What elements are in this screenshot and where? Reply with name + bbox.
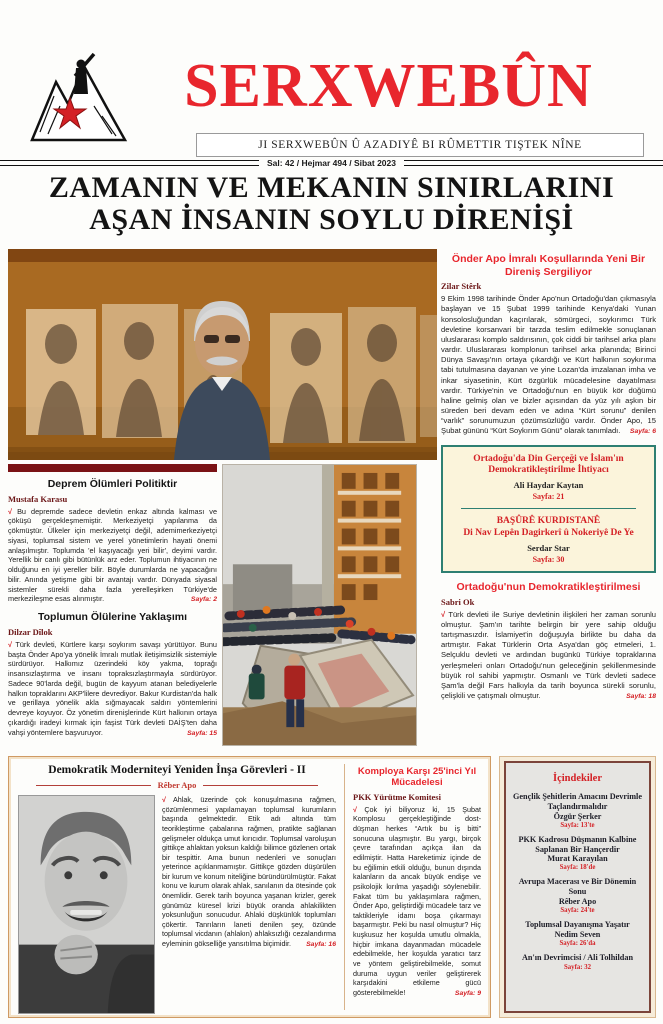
toc-title: İçindekiler [553,773,602,784]
toc-item-5-title: An'ın Devrimcisi / Ali Tolhildan [521,952,633,962]
dateline-text: Sal: 42 / Hejmar 494 / Sibat 2023 [267,158,396,168]
article-deprem-text: Bu depremde sadece devletin enkaz altında kalması ve çöküşü gerçekleşmemiştir. Merkeziyetçi yapılanma da çökmüştür. Ülkeler için merkeziyetçi değil, ademimerkeziyetçi siyasi, toplumsal sistem ve yerel yönetimlerin hayati önemi anlaşılmıştır. Toplumda 'el kaşıyacağı yeri bilir', deyimi vardır. Yerellik bir canlı gibi bütünlük arz eder. Toplumun ihtiyacının ne olduğunu en iyi yereller bilir. Böyle durumlarda ne yapacağını bilir. Anında yetişme gibi bir avantajı vardır. Dünyada siyasal sistemler sürekli daha fazla yerelleşirken Türkiye'de merkezileşme esas alınmıştır. [8,506,217,604]
dateline-rule-right [404,160,663,166]
table-of-contents-outer [499,756,656,1018]
author-rule-right [203,785,318,786]
toc-item-1-page: Sayfa: 13'te [560,821,595,829]
article-demokratik [18,764,336,1010]
toc-item-3-author: Rêber Apo [558,897,597,907]
article-deprem-title: Deprem Ölümleri Politiktir [47,478,178,490]
earthquake-photo-illustration [223,465,416,745]
toc-item-5 [510,953,645,971]
check-icon: √ [8,639,13,649]
toc-item-2-page: Sayfa: 18'de [559,864,596,872]
toc-item-2 [510,835,645,872]
masthead-tagline: JI SERXWEBÛN Û AZADIYÊ BI RÛMETTIR TIŞTEK NÎNE [196,133,644,157]
article-komplo-pageref: Sayfa: 9 [454,989,481,997]
toc-item-4-author: Nedim Seven [554,929,601,939]
highlight-item-1-title: Ortadoğu'da Din Gerçeği ve İslam'ın Demokratikleştirilme İhtiyacı [473,453,624,476]
article-onder-apo-author: Zilar Stêrk [441,281,482,292]
toc-item-3 [510,877,645,914]
main-headline-line2: AŞAN İNSANIN SOYLU DİRENİŞİ [89,203,574,237]
article-ortadogu-author: Sabri Ok [441,596,475,607]
article-onder-apo-text: 9 Ekim 1998 tarihinde Önder Apo'nun Ortadoğu'dan çıkmasıyla başlayan ve 15 Şubat 1999 tarihinde Kenya'daki Yunan konsolosluğundan kaçırılarak, sömürgeci, soykırımcı Türk devletine korsanvari bir tarzda teslim edilmekle sonuçlanan uluslararası komplo saldırısının, çok ciddi bir tarihsel arka planı vardır. Uluslararası komplonun tarihsel arka planında; Birinci Dünya Savaşı'nın ortaya çıkardığı ve Kürt halkının soykırıma tabi tutulmasına dayanan ve yine Lozan'da imzalanan imha ve inkar siyasetinin, Kürt özgürlük mücadelesine dayatılması vardır. Türkiye'nin ve Ortadoğu'nun en büyük kör düğümü haline gelmiş olan ve bizler açısından da yüz yılı aşkın bir süreden beri devam eden ve adına “Kürt sorunu” denilen “varlık” sorunumuzun çözümsüzlüğü vardır. Önder Apo, 15 Şubat gününü “Kürt Soykırım Günü” olarak tanımladı. [441,294,656,436]
toc-item-1 [510,792,645,829]
highlight-item-1-page: Sayfa: 21 [532,492,565,502]
article-onder-apo-pageref: Sayfa: 6 [629,428,656,436]
highlight-item-2-page: Sayfa: 30 [532,555,565,565]
check-icon: √ [162,795,166,805]
article-deprem-pageref: Sayfa: 2 [190,596,217,604]
article-demokratik-title: Demokratik Moderniteyi Yeniden İnşa Görevleri - II [48,764,306,776]
toc-item-3-title: Avrupa Macerası ve Bir Dönemin Sonu [518,877,637,897]
article-komplo-text: Çok iyi biliyoruz ki, 15 Şubat Komplosu gerçekleştiğinde dost-düşman herkes “Artık bu iş bitti” sonucuna ulaşmıştır. Bu yargı, birçok çevre tarafından açıkça ilan da edilmiştir. Hatta Hareketimiz içinde de bu eğilimin etkili olduğu, bunun dışında kalanların da ancak büyük endişe ve psikolojik kırılma yaşadığı söylenebilir. Fakat tüm bu yaklaşımlara rağmen, Önder Apo, geliştirdiği mücadele tarz ve taktikleriyle idamı boşa çıkarmayı başarmıştır. Peki bu nasıl olmuştur? Hiç kuşkusuz her koşulda umutlu olmakla, hiçbir imkana dayanmadan mücadele edebilmekle, her koşulda yaratıcı tarz ve yöntem geliştirebilmekle, somut duruma uygun veriler geliştirerek karşıdakini etkileme gücü gösterebilmekle! [353,804,481,997]
check-icon: √ [8,506,13,516]
check-icon: √ [441,609,446,619]
article-ortadogu-body [441,610,656,702]
highlight-item-2-title-line1: BAŞÛRÊ KURDISTANÊ [496,516,601,527]
article-toplum-text: Türk devleti, Kürtlere karşı soykırım savaşı yürütüyor. Bunu başta Önder Apo'ya yönelik İmralı mutlak iletişimsizlik sistemiyle sürdürüyor. Halkımız üzerindeki köy yakma, toprağı insansızlaştırma ve insanı topraksızlaştırmayla sürdürüyor. Sadece 90'larda değil, bugün de kayyum atanan belediyelerle halkın topraklarını AKP'lilere devrediyor. Bakur Kurdistan'da halk ve gerillaya yönelik akla sığmayacak saldırı yöntemlerini devreye koyuyor. Öz yönetim direnişlerinde Kürt halkının ortaya çıkardığı iradeyi kırmak için faşist Türk devleti DAİŞ'ten daha vahşi yöntemlere başvuruyor. [8,639,217,737]
article-onder-apo-title: Önder Apo İmralı Koşullarında Yeni Bir Direniş Sergiliyor [451,253,646,278]
dateline-row [0,157,663,169]
highlight-box [441,445,656,574]
mountain-star-logo-icon [28,50,130,146]
article-demokratik-body [155,795,336,1014]
ocalan-bw-portrait-photo [18,795,155,1014]
highlight-box-divider [461,508,636,509]
article-deprem [8,478,217,604]
article-deprem-body [8,507,217,605]
left-column [8,464,217,754]
article-deprem-author: Mustafa Karasu [8,493,68,504]
right-column [441,251,656,756]
article-toplum-title: Toplumun Ölülerine Yaklaşımı [38,611,187,624]
article-demokratik-author: Rêber Apo [157,780,197,791]
article-komplo-author: PKK Yürütme Komitesi [353,791,441,802]
masthead-title: SERXWEBÛN [184,52,593,120]
table-of-contents [504,761,651,1013]
article-demokratik-author-row [36,780,318,790]
article-toplum-pageref: Sayfa: 15 [187,729,217,737]
toc-item-1-title: Gençlik Şehitlerin Amacını Devrimle Taçlandırmalıdır [513,792,642,811]
article-komplo [344,764,481,1010]
article-komplo-body [353,805,481,998]
toc-item-2-title: PKK Kadrosu Düşmanın Kalbine Saplanan Bir Hançerdir [518,834,637,854]
article-ortadogu [441,581,656,701]
article-toplum [8,611,217,737]
highlight-item-2-title-line2: Di Nav Lepên Dagirkerî û Nokeriyê De Ye [463,528,634,539]
article-onder-apo-body [441,294,656,436]
banner-photo-illustration [8,249,437,460]
toc-item-3-page: Sayfa: 24'te [560,907,595,915]
article-ortadogu-text: Türk devleti ile Suriye devletinin ilişkileri her zaman sorunlu olmuştur. Şam'ın tarihte belirgin bir yere sahip olduğu tartışmasızdır. İslamiyet'in doğuşuyla birlikte bu daha da artmıştır. Fakat Türklerin Orta Asya'dan göç etmeleri, 1. Selçuklu devleti ve ardından bugünkü Türkiye topraklarına yerleşmeleri onları Ortadoğu'nun geleceğinin şekillenmesinde büyük rol sahibi yapmıştır. Osmanlı ve Türk devleti sadece Şam'la değil Fars halkıyla da tarih boyunca sürekli sorunlu, çelişkili ve çatışmalı olmuştur. [441,609,656,701]
left-column-top-bar [8,464,217,472]
newspaper-logo [28,50,130,146]
dateline-rule-left [0,160,259,166]
earthquake-photo [222,464,417,746]
article-ortadogu-title: Ortadoğu'nun Demokratikleştirilmesi [456,581,641,594]
highlight-item-1-author: Ali Haydar Kaytan [513,480,584,491]
toc-item-4 [510,920,645,947]
toc-item-2-author: Murat Karayılan [547,854,608,864]
article-demokratik-pageref: Sayfa: 16 [306,940,336,948]
check-icon: √ [353,804,357,814]
article-onder-apo [441,253,656,437]
article-demokratik-content [18,795,336,1014]
banner-photo-portraits [8,249,437,460]
toc-item-4-title: Toplumsal Dayanışma Yaşatır [525,920,630,930]
toc-item-5-page: Sayfa: 32 [564,963,591,971]
article-ortadogu-pageref: Sayfa: 18 [626,693,656,701]
toc-item-1-author: Özgür Şerker [553,811,602,821]
highlight-item-2-author: Serdar Star [527,543,570,554]
article-toplum-author: Dilzar Dîlok [8,626,53,637]
bottom-feature-box [8,756,491,1018]
article-komplo-title: Komploya Karşı 25'inci Yıl Mücadelesi [357,766,477,789]
article-toplum-body [8,640,217,738]
main-headline-line1: ZAMANIN VE MEKANIN SINIRLARINI [48,171,615,204]
toc-item-4-page: Sayfa: 26'da [559,939,596,947]
bw-portrait-illustration [19,796,154,1013]
author-rule-left [36,785,151,786]
article-demokratik-text: Ahlak, üzerinde çok konuşulmasına rağmen, çözümlenmesi yapılamayan toplumsal kurumların başında gelmektedir. Etik adı altında tüm teorikleştirme çabalarına rağmen, pratikte sağlanan gelişmeler oldukça umut kırıcıdır. Toplumsal varoluşun gittikçe ahlaktan yoksun kaldığı bilimce gözlenen ortak bir tespittir. Ama bunun nedenleri ve sonuçları yeterince açıklanmamıştır. Gittikçe gözden düşürülen bir kurum ve konum niteliğine büründürülmüştür. Fakat konu ve kurum olarak ahlak, sanılanın da ötesinde çok önemlidir. Gerek tarih boyunca yaşanan krizler, gerek günümüz küresel krizi büyük oranda ahlakilikten yoksunluğun sonucudur. Ahlaki düşkünlük toplumları çökertir. Tanrıların laneti denilen şey, özünde toplumsal vicdanın (ahlakın) ahlaksızlığı cezalandırma eyleminin gökselliğe yansıtılma biçimidir. [162,795,336,948]
main-headline [0,172,663,236]
